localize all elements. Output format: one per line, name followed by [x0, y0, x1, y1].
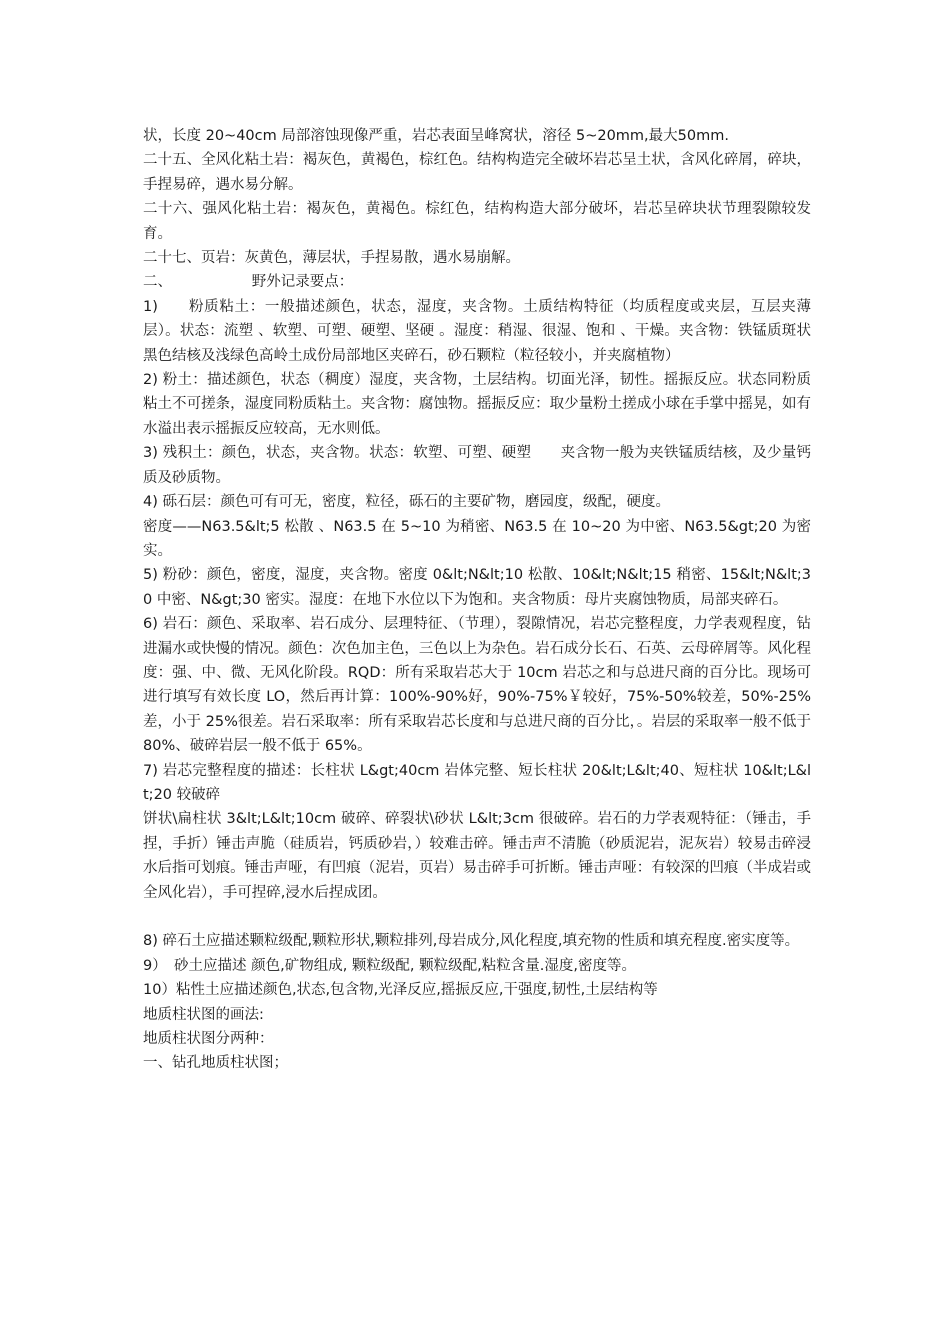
paragraph-27-shale: 二十七、页岩：灰黄色，薄层状，手捏易散，遇水易崩解。 — [143, 250, 520, 267]
item-10-cohesive-soil: 10）粘性土应描述颜色,状态,包含物,光泽反应,摇振反应,干强度,韧性,土层结构等 — [143, 982, 658, 999]
section-heading-field-notes: 二、 野外记录要点： — [143, 274, 354, 291]
text-borehole-column-chart: 一、钻孔地质柱状图； — [143, 1055, 288, 1072]
paragraph-26-strongly-weathered-claystone: 二十六、强风化粘土岩：褐灰色，黄褐色。棕红色，结构构造大部分破坏，岩芯呈碎块状节理裂隙较发育。 — [143, 201, 811, 242]
heading-column-drawing-method: 地质柱状图的画法: — [143, 1006, 264, 1023]
blank-line — [143, 905, 811, 929]
text-two-types: 地质柱状图分两种： — [143, 1031, 274, 1048]
item-7-core-integrity-continued: 饼状\扁柱状 3&lt;L&lt;10cm 破碎、碎裂状\砂状 L&lt;3cm 很破碎。岩石的力学表观特征：（锤击，手捏，手折）锤击声脆（硅质岩，钙质砂岩，）较难击碎。锤击声不清脆（砂质泥岩，泥灰岩）较易击碎浸水后指可划痕。锤击声哑，有凹痕（泥岩，页岩）易击碎手可折断。锤击声哑：有较深的凹痕（半成岩或全风化岩），手可捏碎,浸水后捏成团。 — [143, 811, 811, 901]
paragraph-25-fully-weathered-claystone: 二十五、全风化粘土岩：褐灰色，黄褐色，棕红色。结构构造完全破坏岩芯呈土状，含风化碎屑，碎块，手捏易碎，遇水易分解。 — [143, 152, 811, 193]
item-2-silt: 2) 粉土：描述颜色，状态（稠度）湿度，夹含物，土层结构。切面光泽，韧性。摇振反应。状态同粉质粘土不可搓条，湿度同粉质粘土。夹含物：腐蚀物。摇振反应：取少量粉土搓成小球在手掌中摇晃，如有水溢出表示摇振反应较高，无水则低。 — [143, 372, 811, 437]
item-3-residual-soil: 3) 残积土：颜色，状态，夹含物。状态：软塑、可塑、硬塑 夹含物一般为夹铁锰质结核，及少量钙质及砂质物。 — [143, 445, 811, 486]
item-4-gravel-layer: 4) 砾石层：颜色可有可无，密度，粒径，砾石的主要矿物，磨园度，级配，硬度。 — [143, 494, 670, 511]
item-8-gravel-soil: 8) 碎石土应描述颗粒级配,颗粒形状,颗粒排列,母岩成分,风化程度,填充物的性质和填充程度.密实度等。 — [143, 933, 800, 950]
item-1-silty-clay: 1) 粉质粘土：一般描述颜色，状态，湿度，夹含物。土质结构特征（均质程度或夹层，互层夹薄层）。状态：流塑 、软塑、可塑、硬塑、坚硬 。湿度：稍湿、很湿、饱和 、干燥。夹含物：铁锰质斑状黑色结核及浅绿色高岭土成份局部地区夹碎石，砂石颗粒（粒径较小，并夹腐植物） — [143, 298, 811, 364]
item-4-density-criteria: 密度——N63.5&lt;5 松散 、N63.5 在 5~10 为稍密、N63.5 在 10~20 为中密、N63.5&gt;20 为密实。 — [143, 518, 811, 559]
item-9-sandy-soil: 9） 砂土应描述 颜色,矿物组成, 颗粒级配, 颗粒级配,粘粒含量.湿度,密度等。 — [143, 957, 636, 974]
item-5-silty-sand: 5) 粉砂：颜色，密度，湿度，夹含物。密度 0&lt;N&lt;10 松散、10&lt;N&lt;15 稍密、15&lt;N&lt;30 中密、N&gt;30 密实。湿度：在地下水位以下为饱和。夹含物质：母片夹腐蚀物质，局部夹碎石。 — [143, 567, 811, 608]
paragraph-limestone-continued: 状，长度 20~40cm 局部溶蚀现像严重，岩芯表面呈峰窝状，溶径 5~20mm,最大50mm. — [143, 128, 729, 144]
item-7-core-integrity: 7) 岩芯完整程度的描述：长柱状 L&gt;40cm 岩体完整、短长柱状 20&lt;L&lt;40、短柱状 10&lt;L&lt;20 较破碎 — [143, 762, 811, 803]
item-6-rock: 6) 岩石：颜色、采取率、岩石成分、层理特征、（节理），裂隙情况，岩芯完整程度，力学表观程度，钻进漏水或快慢的情况。颜色：次色加主色，三色以上为杂色。岩石成分长石、石英、云母碎屑等。风化程度：强、中、微、无风化阶段。RQD：所有采取岩芯大于 10cm 岩芯之和与总进尺商的百分比。现场可进行填写有效长度 LO，然后再计算：100%-90%好，90%-75%￥较好，75%-50%较差，50%-25%差，小于 25%很差。岩石采取率：所有采取岩芯长度和与总进尺商的百分比，。岩层的采取率一般不低于 80%、破碎岩层一般不低于 65%。 — [143, 616, 811, 755]
document-page — [143, 124, 811, 1076]
